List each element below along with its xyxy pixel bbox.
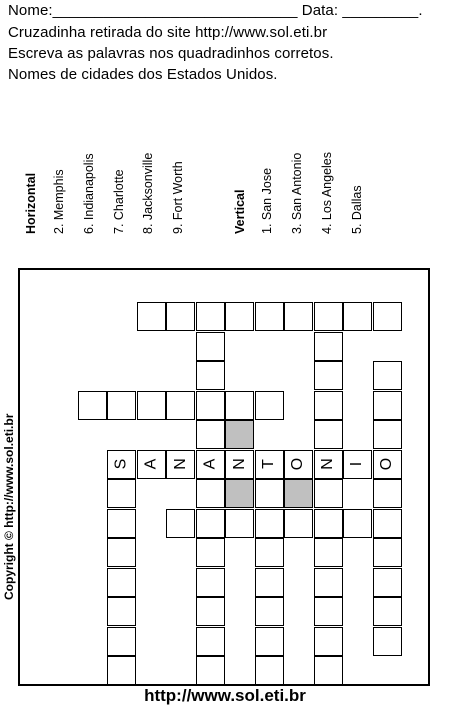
crossword-cell[interactable] [255,627,284,656]
crossword-cell[interactable] [284,302,313,331]
crossword-cell[interactable] [373,391,402,420]
vertical-clue: 3. San Antonio [290,152,304,234]
crossword-cell[interactable] [314,597,343,626]
crossword-cell[interactable] [196,332,225,361]
crossword-cell[interactable] [255,509,284,538]
crossword-cell[interactable] [196,538,225,567]
crossword-cell[interactable] [137,450,166,479]
crossword-cell[interactable] [314,538,343,567]
horizontal-clue: 9. Fort Worth [171,161,185,234]
crossword-cell[interactable] [107,597,136,626]
cell-letter: O [377,457,395,471]
crossword-cell[interactable] [255,302,284,331]
cell-letter: N [319,458,336,470]
crossword-cell[interactable] [196,391,225,420]
crossword-cell[interactable] [196,302,225,331]
copyright-notice: Copyright © http://www.sol.eti.br [2,413,16,600]
crossword-cell[interactable] [196,420,225,449]
crossword-cell[interactable] [255,538,284,567]
horizontal-clue: 2. Memphis [52,169,66,234]
crossword-cell[interactable] [255,450,284,479]
crossword-cell[interactable] [314,391,343,420]
crossword-cell[interactable] [225,509,254,538]
crossword-cell[interactable] [255,656,284,685]
crossword-cell[interactable] [343,450,372,479]
crossword-cell[interactable] [196,361,225,390]
horizontal-clue: 6. Indianapolis [82,153,96,234]
cell-letter: A [141,458,159,470]
crossword-cell[interactable] [107,391,136,420]
crossword-cell[interactable] [107,450,136,479]
cell-letter: S [112,458,130,470]
crossword-cell[interactable] [314,479,343,508]
cell-letter: T [260,459,277,469]
crossword-cell[interactable] [196,509,225,538]
crossword-cell[interactable] [196,479,225,508]
crossword-cell[interactable] [314,568,343,597]
crossword-cell[interactable] [255,479,284,508]
crossword-cell[interactable] [373,597,402,626]
horizontal-clue: 7. Charlotte [112,169,126,234]
crossword-cell[interactable] [107,656,136,685]
crossword-cell[interactable] [314,450,343,479]
crossword-cell[interactable] [166,509,195,538]
cell-letter: N [171,458,189,470]
crossword-cell[interactable] [373,361,402,390]
horizontal-clue: 8. Jacksonville [141,152,155,234]
crossword-cell[interactable] [373,568,402,597]
crossword-cell[interactable] [255,391,284,420]
crossword-cell[interactable] [373,420,402,449]
crossword-cell[interactable] [314,656,343,685]
crossword-cell[interactable] [196,627,225,656]
crossword-cell[interactable] [314,361,343,390]
crossword-cell[interactable] [107,627,136,656]
crossword-cell[interactable] [107,568,136,597]
crossword-cell[interactable] [107,509,136,538]
instructions: Escreva as palavras nos quadradinhos corretos. [8,45,334,62]
crossword-cell[interactable] [373,302,402,331]
footer-url: http://www.sol.eti.br [144,686,306,705]
crossword-cell[interactable] [225,302,254,331]
crossword-cell[interactable] [196,568,225,597]
crossword-cell[interactable] [225,450,254,479]
crossword-cell[interactable] [373,538,402,567]
crossword-cell[interactable] [107,538,136,567]
cell-letter: A [200,458,218,470]
crossword-cell[interactable] [373,627,402,656]
crossword-cell[interactable] [373,479,402,508]
cell-letter: N [230,458,248,470]
crossword-cell[interactable] [314,627,343,656]
topic: Nomes de cidades dos Estados Unidos. [8,66,278,83]
name-date-line: Nome:_____________________________ Data: _________. [8,2,423,19]
crossword-cell[interactable] [225,420,254,449]
crossword-cell[interactable] [225,479,254,508]
vertical-clues-title: Vertical [233,189,247,234]
crossword-cell[interactable] [166,302,195,331]
crossword-cell[interactable] [196,597,225,626]
crossword-cell[interactable] [137,391,166,420]
crossword-cell[interactable] [284,450,313,479]
cell-letter: O [289,457,307,471]
crossword-cell[interactable] [314,420,343,449]
horizontal-clues-title: Horizontal [24,172,38,234]
crossword-cell[interactable] [343,302,372,331]
subtitle: Cruzadinha retirada do site http://www.sol.eti.br [8,24,328,41]
crossword-cell[interactable] [284,479,313,508]
crossword-cell[interactable] [107,479,136,508]
crossword-cell[interactable] [137,302,166,331]
crossword-cell[interactable] [166,391,195,420]
vertical-clue: 4. Los Angeles [320,151,334,234]
crossword-cell[interactable] [255,568,284,597]
cell-letter: I [348,461,366,467]
crossword-cell[interactable] [196,450,225,479]
vertical-clue: 5. Dallas [350,185,364,234]
crossword-cell[interactable] [314,302,343,331]
crossword-cell[interactable] [284,509,313,538]
crossword-cell[interactable] [255,597,284,626]
crossword-cell[interactable] [225,391,254,420]
crossword-cell[interactable] [314,332,343,361]
crossword-cell[interactable] [78,391,107,420]
crossword-cell[interactable] [373,509,402,538]
crossword-cell[interactable] [314,509,343,538]
crossword-cell[interactable] [343,509,372,538]
vertical-clue: 1. San Jose [260,167,274,234]
crossword-cell[interactable] [196,656,225,685]
crossword-cell[interactable] [373,450,402,479]
crossword-cell[interactable] [166,450,195,479]
